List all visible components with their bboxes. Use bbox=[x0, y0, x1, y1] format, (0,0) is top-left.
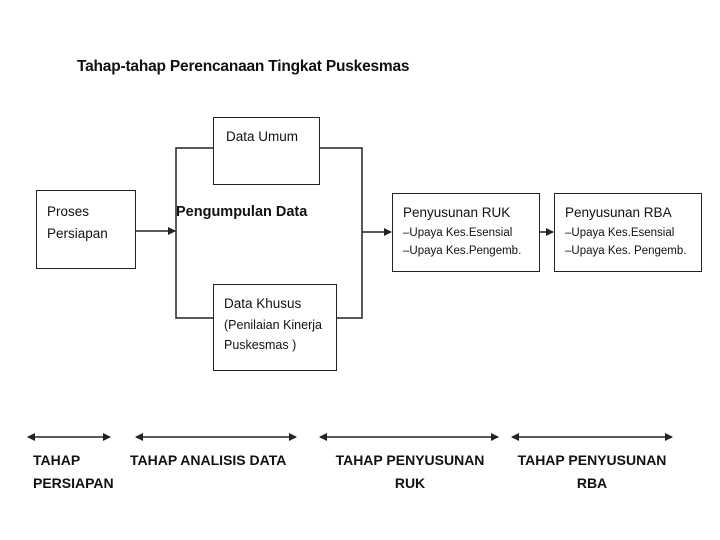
box-ruk-line2: –Upaya Kes.Esensial bbox=[403, 227, 513, 239]
box-penyusunan-ruk bbox=[392, 193, 540, 272]
box-data-khusus-line3: Puskesmas ) bbox=[224, 338, 297, 352]
stage-label-penyusunan-rba bbox=[512, 449, 672, 495]
box-data-umum bbox=[213, 117, 320, 185]
pengumpulan-data-label: Pengumpulan Data bbox=[176, 204, 308, 220]
stage-label-persiapan bbox=[33, 449, 114, 495]
box-rba-line3: –Upaya Kes. Pengemb. bbox=[565, 245, 687, 257]
left-bracket-connector bbox=[176, 148, 213, 318]
box-data-umum-label: Data Umum bbox=[226, 129, 299, 144]
box-ruk-line3: –Upaya Kes.Pengemb. bbox=[403, 245, 522, 257]
stage-3-line2: RUK bbox=[394, 475, 426, 491]
stage-3-line1: TAHAP PENYUSUNAN bbox=[335, 452, 485, 468]
diagram-title: Tahap-tahap Perencanaan Tingkat Puskesmas bbox=[77, 58, 410, 75]
box-ruk-line1: Penyusunan RUK bbox=[403, 205, 511, 220]
stage-4-line2: RBA bbox=[576, 475, 608, 491]
stage-4-line1: TAHAP PENYUSUNAN bbox=[517, 452, 667, 468]
stage-label-penyusunan-ruk bbox=[330, 449, 490, 495]
box-proses-line1: Proses bbox=[47, 204, 90, 219]
stage-1-line1: TAHAP bbox=[33, 452, 81, 468]
box-proses-persiapan bbox=[36, 190, 136, 269]
stage-1-line2: PERSIAPAN bbox=[33, 475, 114, 491]
box-data-khusus-line2: (Penilaian Kinerja bbox=[224, 318, 322, 332]
stage-2-line1: TAHAP ANALISIS DATA bbox=[130, 452, 287, 468]
stage-label-analisis-data bbox=[130, 449, 286, 472]
box-data-khusus-line1: Data Khusus bbox=[224, 296, 302, 311]
box-rba-line2: –Upaya Kes.Esensial bbox=[565, 227, 675, 239]
box-data-khusus bbox=[213, 284, 337, 371]
box-proses-line2: Persiapan bbox=[47, 226, 108, 241]
box-penyusunan-rba bbox=[554, 193, 702, 272]
box-rba-line1: Penyusunan RBA bbox=[565, 205, 672, 220]
